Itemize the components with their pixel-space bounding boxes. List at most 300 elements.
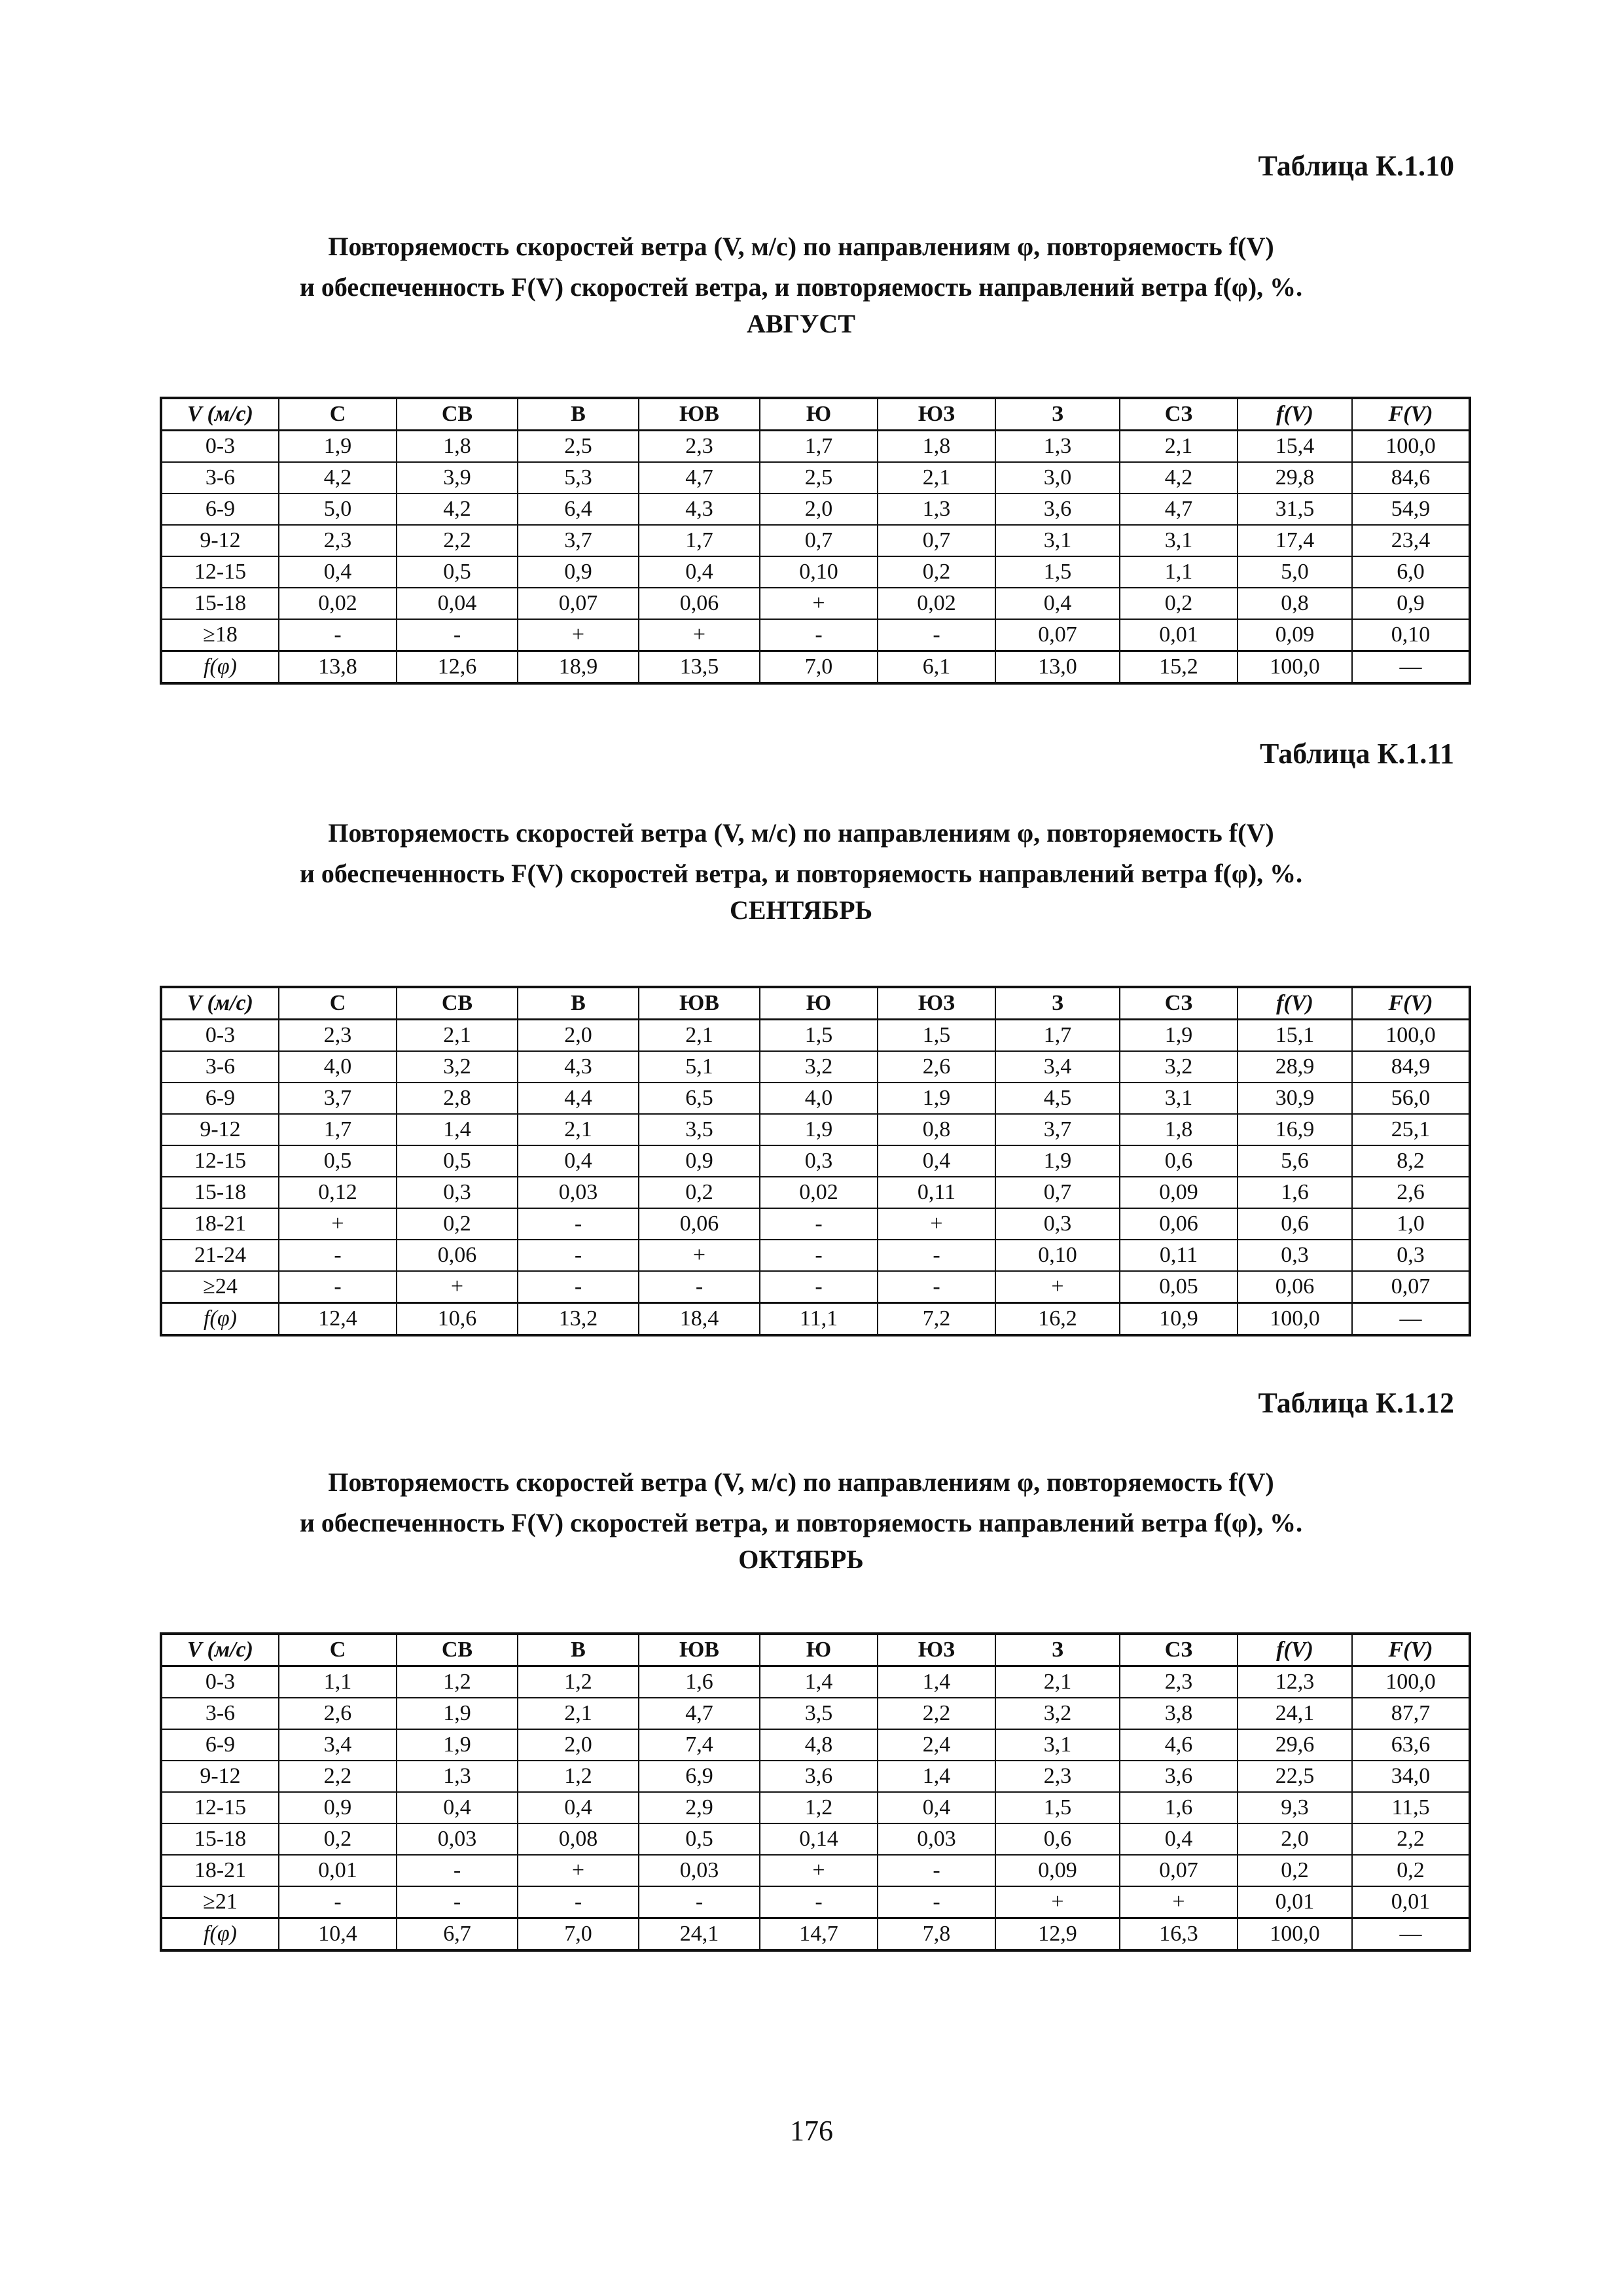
table-cell: 4,8 xyxy=(760,1729,878,1761)
table-row xyxy=(161,1145,1470,1177)
table-caption-line2: и обеспеченность F(V) скоростей ветра, и повторяемость направлений ветра f(φ), %. xyxy=(299,272,1303,302)
table-cell: 7,2 xyxy=(878,1303,995,1336)
table-label: Таблица К.1.12 xyxy=(1258,1387,1454,1419)
row-label: 12-15 xyxy=(161,1145,279,1177)
column-header: З xyxy=(995,398,1120,431)
table-row xyxy=(161,1761,1470,1792)
table-cell: 1,3 xyxy=(995,431,1120,463)
column-header: В xyxy=(518,1634,639,1666)
table-cell: 100,0 xyxy=(1238,1918,1352,1951)
table-cell: 0,07 xyxy=(995,619,1120,651)
column-header: В xyxy=(518,987,639,1020)
table-cell: 1,6 xyxy=(639,1666,760,1698)
table-label: Таблица К.1.11 xyxy=(1259,738,1454,770)
column-header: СЗ xyxy=(1120,987,1238,1020)
table-cell: 0,08 xyxy=(518,1823,639,1855)
table-cell: - xyxy=(760,1271,878,1303)
table-cell: - xyxy=(878,1240,995,1271)
column-header: СЗ xyxy=(1120,1634,1238,1666)
column-header: Ю xyxy=(760,398,878,431)
table-cell: 3,1 xyxy=(1120,525,1238,556)
table-cell: 0,01 xyxy=(1352,1886,1470,1918)
table-cell: — xyxy=(1352,1303,1470,1336)
direction-frequency-row xyxy=(161,651,1470,684)
table-cell: 1,2 xyxy=(518,1761,639,1792)
table-cell: 17,4 xyxy=(1238,525,1352,556)
table-cell: 3,2 xyxy=(995,1698,1120,1729)
table-cell: - xyxy=(878,1855,995,1886)
table-cell: 1,8 xyxy=(397,431,518,463)
table-cell: 1,9 xyxy=(995,1145,1120,1177)
table-cell: 0,2 xyxy=(279,1823,397,1855)
table-cell: 0,01 xyxy=(279,1855,397,1886)
table-cell: 2,1 xyxy=(878,462,995,493)
table-cell: 29,6 xyxy=(1238,1729,1352,1761)
table-cell: + xyxy=(760,1855,878,1886)
section-table-11 xyxy=(160,736,1469,927)
table-cell: 23,4 xyxy=(1352,525,1470,556)
table-cell: 87,7 xyxy=(1352,1698,1470,1729)
table-cell: - xyxy=(878,1886,995,1918)
table-cell: 0,5 xyxy=(397,1145,518,1177)
table-cell: 0,5 xyxy=(397,556,518,588)
table-cell: 0,9 xyxy=(1352,588,1470,619)
column-header: F(V) xyxy=(1352,1634,1470,1666)
table-cell: 16,2 xyxy=(995,1303,1120,1336)
table-cell: 16,3 xyxy=(1120,1918,1238,1951)
table-cell: 4,2 xyxy=(1120,462,1238,493)
table-cell: 4,7 xyxy=(639,1698,760,1729)
table-cell: 1,7 xyxy=(279,1114,397,1145)
table-cell: 1,4 xyxy=(760,1666,878,1698)
table-cell: - xyxy=(397,1855,518,1886)
table-cell: 0,8 xyxy=(878,1114,995,1145)
table-cell: 0,4 xyxy=(995,588,1120,619)
row-label: ≥18 xyxy=(161,619,279,651)
table-cell: 0,3 xyxy=(760,1145,878,1177)
table-cell: 18,4 xyxy=(639,1303,760,1336)
direction-frequency-row xyxy=(161,1303,1470,1336)
table-cell: 1,2 xyxy=(760,1792,878,1823)
table-cell: 3,6 xyxy=(995,493,1120,525)
table-cell: 4,2 xyxy=(397,493,518,525)
column-header: ЮВ xyxy=(639,398,760,431)
row-label: ≥24 xyxy=(161,1271,279,1303)
table-cell: 3,2 xyxy=(760,1051,878,1083)
table-cell: + xyxy=(995,1271,1120,1303)
table-cell: + xyxy=(397,1271,518,1303)
table-cell: 1,3 xyxy=(878,493,995,525)
table-cell: 6,1 xyxy=(878,651,995,684)
table-cell: 15,2 xyxy=(1120,651,1238,684)
table-cell: - xyxy=(760,619,878,651)
table-row xyxy=(161,1823,1470,1855)
table-cell: 0,06 xyxy=(1238,1271,1352,1303)
table-cell: 1,7 xyxy=(760,431,878,463)
table-cell: 3,2 xyxy=(397,1051,518,1083)
table-cell: 2,8 xyxy=(397,1083,518,1114)
row-label: 12-15 xyxy=(161,1792,279,1823)
table-cell: 31,5 xyxy=(1238,493,1352,525)
table-cell: 1,2 xyxy=(397,1666,518,1698)
table-cell: 0,4 xyxy=(1120,1823,1238,1855)
table-cell: 0,01 xyxy=(1120,619,1238,651)
column-header: З xyxy=(995,1634,1120,1666)
table-cell: - xyxy=(518,1208,639,1240)
row-label: 21-24 xyxy=(161,1240,279,1271)
table-cell: 84,9 xyxy=(1352,1051,1470,1083)
row-label: 3-6 xyxy=(161,1698,279,1729)
table-caption-line2: и обеспеченность F(V) скоростей ветра, и повторяемость направлений ветра f(φ), %. xyxy=(299,859,1303,888)
table-row xyxy=(161,1698,1470,1729)
table-cell: 3,7 xyxy=(279,1083,397,1114)
table-cell: - xyxy=(279,1240,397,1271)
table-cell: 4,0 xyxy=(279,1051,397,1083)
table-cell: 0,9 xyxy=(639,1145,760,1177)
table-cell: 84,6 xyxy=(1352,462,1470,493)
column-header: f(V) xyxy=(1238,987,1352,1020)
table-cell: 7,0 xyxy=(760,651,878,684)
table-cell: 0,4 xyxy=(518,1145,639,1177)
table-cell: - xyxy=(397,1886,518,1918)
row-label: 12-15 xyxy=(161,556,279,588)
table-cell: 2,0 xyxy=(1238,1823,1352,1855)
table-cell: 3,6 xyxy=(760,1761,878,1792)
table-cell: 22,5 xyxy=(1238,1761,1352,1792)
table-cell: 1,9 xyxy=(878,1083,995,1114)
table-cell: 2,1 xyxy=(1120,431,1238,463)
table-cell: 100,0 xyxy=(1238,1303,1352,1336)
column-header: f(V) xyxy=(1238,1634,1352,1666)
table-cell: 34,0 xyxy=(1352,1761,1470,1792)
table-header-row xyxy=(161,1634,1470,1666)
table-cell: 0,9 xyxy=(518,556,639,588)
table-cell: 4,3 xyxy=(518,1051,639,1083)
table-cell: 0,03 xyxy=(518,1177,639,1208)
table-cell: 24,1 xyxy=(639,1918,760,1951)
table-cell: 1,7 xyxy=(995,1020,1120,1052)
table-row xyxy=(161,1208,1470,1240)
table-cell: 13,8 xyxy=(279,651,397,684)
table-cell: 2,1 xyxy=(639,1020,760,1052)
table-row xyxy=(161,1240,1470,1271)
table-cell: 4,0 xyxy=(760,1083,878,1114)
table-cell: 0,2 xyxy=(1352,1855,1470,1886)
table-cell: 15,1 xyxy=(1238,1020,1352,1052)
table-cell: 100,0 xyxy=(1352,431,1470,463)
table-cell: 10,6 xyxy=(397,1303,518,1336)
table-cell: 16,9 xyxy=(1238,1114,1352,1145)
table-cell: 0,10 xyxy=(1352,619,1470,651)
table-row xyxy=(161,493,1470,525)
table-cell: 0,7 xyxy=(878,525,995,556)
table-cell: 0,14 xyxy=(760,1823,878,1855)
table-cell: 4,7 xyxy=(1120,493,1238,525)
table-cell: 0,03 xyxy=(397,1823,518,1855)
table-caption-line2: и обеспеченность F(V) скоростей ветра, и повторяемость направлений ветра f(φ), %. xyxy=(299,1508,1303,1537)
table-cell: 5,1 xyxy=(639,1051,760,1083)
table-cell: 100,0 xyxy=(1352,1666,1470,1698)
table-cell: 100,0 xyxy=(1238,651,1352,684)
table-cell: 1,4 xyxy=(878,1666,995,1698)
month-title: СЕНТЯБРЬ xyxy=(729,895,873,925)
table-cell: 0,02 xyxy=(760,1177,878,1208)
table-row xyxy=(161,1792,1470,1823)
table-cell: 28,9 xyxy=(1238,1051,1352,1083)
row-label: 15-18 xyxy=(161,588,279,619)
table-row xyxy=(161,525,1470,556)
table-cell: 0,04 xyxy=(397,588,518,619)
row-label: 9-12 xyxy=(161,1761,279,1792)
table-cell: 0,4 xyxy=(639,556,760,588)
table-cell: 12,6 xyxy=(397,651,518,684)
table-cell: 0,6 xyxy=(1238,1208,1352,1240)
row-label: 9-12 xyxy=(161,525,279,556)
table-cell: 0,3 xyxy=(1238,1240,1352,1271)
table-cell: 11,1 xyxy=(760,1303,878,1336)
table-cell: 2,1 xyxy=(995,1666,1120,1698)
table-cell: 3,6 xyxy=(1120,1761,1238,1792)
table-cell: 2,5 xyxy=(518,431,639,463)
column-header: СЗ xyxy=(1120,398,1238,431)
table-cell: 0,9 xyxy=(279,1792,397,1823)
table-cell: 0,01 xyxy=(1238,1886,1352,1918)
table-cell: 2,3 xyxy=(279,525,397,556)
table-cell: 7,0 xyxy=(518,1918,639,1951)
column-header: F(V) xyxy=(1352,987,1470,1020)
table-cell: 3,7 xyxy=(518,525,639,556)
table-cell: 1,1 xyxy=(1120,556,1238,588)
row-label: 15-18 xyxy=(161,1823,279,1855)
table-cell: 1,4 xyxy=(878,1761,995,1792)
table-cell: 1,0 xyxy=(1352,1208,1470,1240)
table-cell: 56,0 xyxy=(1352,1083,1470,1114)
table-cell: 11,5 xyxy=(1352,1792,1470,1823)
table-cell: - xyxy=(279,619,397,651)
row-label: 6-9 xyxy=(161,1083,279,1114)
table-row xyxy=(161,1051,1470,1083)
table-cell: 1,9 xyxy=(279,431,397,463)
column-header: З xyxy=(995,987,1120,1020)
table-row xyxy=(161,1271,1470,1303)
column-header: V (м/с) xyxy=(161,1634,279,1666)
column-header: Ю xyxy=(760,1634,878,1666)
table-cell: 10,4 xyxy=(279,1918,397,1951)
table-cell: 3,4 xyxy=(279,1729,397,1761)
table-row xyxy=(161,1177,1470,1208)
table-cell: - xyxy=(760,1886,878,1918)
row-label: 18-21 xyxy=(161,1208,279,1240)
table-cell: 1,5 xyxy=(760,1020,878,1052)
table-cell: 0,4 xyxy=(397,1792,518,1823)
table-cell: 0,03 xyxy=(878,1823,995,1855)
table-caption-line1: Повторяемость скоростей ветра (V, м/с) по направлениям φ, повторяемость f(V) xyxy=(328,232,1274,261)
table-cell: 2,0 xyxy=(518,1020,639,1052)
column-header: С xyxy=(279,1634,397,1666)
table-cell: 4,4 xyxy=(518,1083,639,1114)
table-cell: 0,6 xyxy=(995,1823,1120,1855)
table-cell: 0,06 xyxy=(1120,1208,1238,1240)
table-cell: 3,9 xyxy=(397,462,518,493)
table-cell: 0,2 xyxy=(639,1177,760,1208)
table-row xyxy=(161,431,1470,463)
table-cell: 1,5 xyxy=(878,1020,995,1052)
column-header: СВ xyxy=(397,1634,518,1666)
table-cell: 7,4 xyxy=(639,1729,760,1761)
table-row xyxy=(161,1729,1470,1761)
table-cell: 0,02 xyxy=(878,588,995,619)
table-cell: 1,6 xyxy=(1120,1792,1238,1823)
table-cell: 0,11 xyxy=(878,1177,995,1208)
table-row xyxy=(161,1114,1470,1145)
row-label: 3-6 xyxy=(161,1051,279,1083)
table-row xyxy=(161,1666,1470,1698)
table-cell: 5,0 xyxy=(279,493,397,525)
table-cell: 1,5 xyxy=(995,556,1120,588)
table-cell: 0,2 xyxy=(878,556,995,588)
table-cell: — xyxy=(1352,1918,1470,1951)
row-label: 15-18 xyxy=(161,1177,279,1208)
wind-table-august xyxy=(160,397,1471,685)
table-header-row xyxy=(161,398,1470,431)
row-label: 0-3 xyxy=(161,1020,279,1052)
table-cell: 0,2 xyxy=(1238,1855,1352,1886)
table-cell: 3,1 xyxy=(995,1729,1120,1761)
table-cell: 0,09 xyxy=(1120,1177,1238,1208)
table-cell: 1,4 xyxy=(397,1114,518,1145)
table-cell: 0,11 xyxy=(1120,1240,1238,1271)
table-cell: 0,4 xyxy=(878,1792,995,1823)
table-cell: 0,09 xyxy=(995,1855,1120,1886)
direction-frequency-row xyxy=(161,1918,1470,1951)
table-cell: 3,8 xyxy=(1120,1698,1238,1729)
table-cell: 5,3 xyxy=(518,462,639,493)
table-cell: 12,3 xyxy=(1238,1666,1352,1698)
table-cell: 0,10 xyxy=(995,1240,1120,1271)
table-cell: 0,10 xyxy=(760,556,878,588)
table-cell: 1,1 xyxy=(279,1666,397,1698)
column-header: ЮВ xyxy=(639,1634,760,1666)
row-label: 6-9 xyxy=(161,1729,279,1761)
table-cell: 18,9 xyxy=(518,651,639,684)
table-cell: 6,5 xyxy=(639,1083,760,1114)
table-cell: 0,4 xyxy=(279,556,397,588)
table-caption-line1: Повторяемость скоростей ветра (V, м/с) по направлениям φ, повторяемость f(V) xyxy=(328,818,1274,848)
column-header: Ю xyxy=(760,987,878,1020)
table-cell: 0,05 xyxy=(1120,1271,1238,1303)
table-cell: 0,3 xyxy=(995,1208,1120,1240)
column-header: С xyxy=(279,398,397,431)
table-cell: 0,07 xyxy=(1352,1271,1470,1303)
table-cell: 1,7 xyxy=(639,525,760,556)
table-cell: - xyxy=(518,1886,639,1918)
table-cell: 2,2 xyxy=(279,1761,397,1792)
table-cell: 4,6 xyxy=(1120,1729,1238,1761)
row-label: ≥21 xyxy=(161,1886,279,1918)
table-cell: 2,6 xyxy=(878,1051,995,1083)
table-cell: 3,2 xyxy=(1120,1051,1238,1083)
table-cell: 13,2 xyxy=(518,1303,639,1336)
table-cell: + xyxy=(518,1855,639,1886)
table-caption-line1: Повторяемость скоростей ветра (V, м/с) по направлениям φ, повторяемость f(V) xyxy=(328,1467,1274,1497)
table-cell: 13,5 xyxy=(639,651,760,684)
row-label: f(φ) xyxy=(161,1918,279,1951)
table-cell: - xyxy=(279,1271,397,1303)
column-header: ЮЗ xyxy=(878,987,995,1020)
table-cell: + xyxy=(878,1208,995,1240)
table-cell: 13,0 xyxy=(995,651,1120,684)
column-header: С xyxy=(279,987,397,1020)
column-header: СВ xyxy=(397,398,518,431)
table-cell: 1,9 xyxy=(760,1114,878,1145)
table-cell: 0,8 xyxy=(1238,588,1352,619)
table-cell: 1,6 xyxy=(1238,1177,1352,1208)
table-row xyxy=(161,556,1470,588)
table-cell: 0,2 xyxy=(397,1208,518,1240)
table-cell: 0,3 xyxy=(1352,1240,1470,1271)
table-cell: + xyxy=(639,619,760,651)
table-cell: 1,8 xyxy=(878,431,995,463)
table-cell: 4,7 xyxy=(639,462,760,493)
table-cell: 4,5 xyxy=(995,1083,1120,1114)
table-cell: + xyxy=(995,1886,1120,1918)
table-cell: 15,4 xyxy=(1238,431,1352,463)
row-label: 3-6 xyxy=(161,462,279,493)
table-cell: 54,9 xyxy=(1352,493,1470,525)
table-cell: 1,2 xyxy=(518,1666,639,1698)
table-header-row xyxy=(161,987,1470,1020)
table-cell: 0,5 xyxy=(639,1823,760,1855)
table-cell: 1,3 xyxy=(397,1761,518,1792)
column-header: V (м/с) xyxy=(161,987,279,1020)
table-cell: 0,06 xyxy=(639,588,760,619)
table-cell: 14,7 xyxy=(760,1918,878,1951)
table-cell: - xyxy=(760,1208,878,1240)
table-row xyxy=(161,1083,1470,1114)
table-cell: 0,06 xyxy=(397,1240,518,1271)
table-cell: — xyxy=(1352,651,1470,684)
section-table-10 xyxy=(160,148,1469,340)
row-label: f(φ) xyxy=(161,1303,279,1336)
table-cell: + xyxy=(639,1240,760,1271)
page-number: 176 xyxy=(790,2115,833,2147)
table-cell: 2,1 xyxy=(518,1698,639,1729)
table-cell: 2,6 xyxy=(1352,1177,1470,1208)
column-header: В xyxy=(518,398,639,431)
table-cell: - xyxy=(279,1886,397,1918)
row-label: f(φ) xyxy=(161,651,279,684)
table-cell: 1,8 xyxy=(1120,1114,1238,1145)
table-cell: - xyxy=(878,619,995,651)
table-cell: 1,9 xyxy=(1120,1020,1238,1052)
table-cell: 0,02 xyxy=(279,588,397,619)
table-cell: 12,9 xyxy=(995,1918,1120,1951)
table-cell: - xyxy=(397,619,518,651)
table-row xyxy=(161,1886,1470,1918)
table-cell: 4,3 xyxy=(639,493,760,525)
table-cell: 0,5 xyxy=(279,1145,397,1177)
table-cell: 0,7 xyxy=(760,525,878,556)
table-cell: - xyxy=(639,1271,760,1303)
row-label: 9-12 xyxy=(161,1114,279,1145)
column-header: ЮЗ xyxy=(878,398,995,431)
table-row xyxy=(161,1855,1470,1886)
table-cell: 2,3 xyxy=(1120,1666,1238,1698)
table-cell: 0,3 xyxy=(397,1177,518,1208)
table-cell: 5,0 xyxy=(1238,556,1352,588)
table-cell: 7,8 xyxy=(878,1918,995,1951)
table-cell: 3,1 xyxy=(1120,1083,1238,1114)
